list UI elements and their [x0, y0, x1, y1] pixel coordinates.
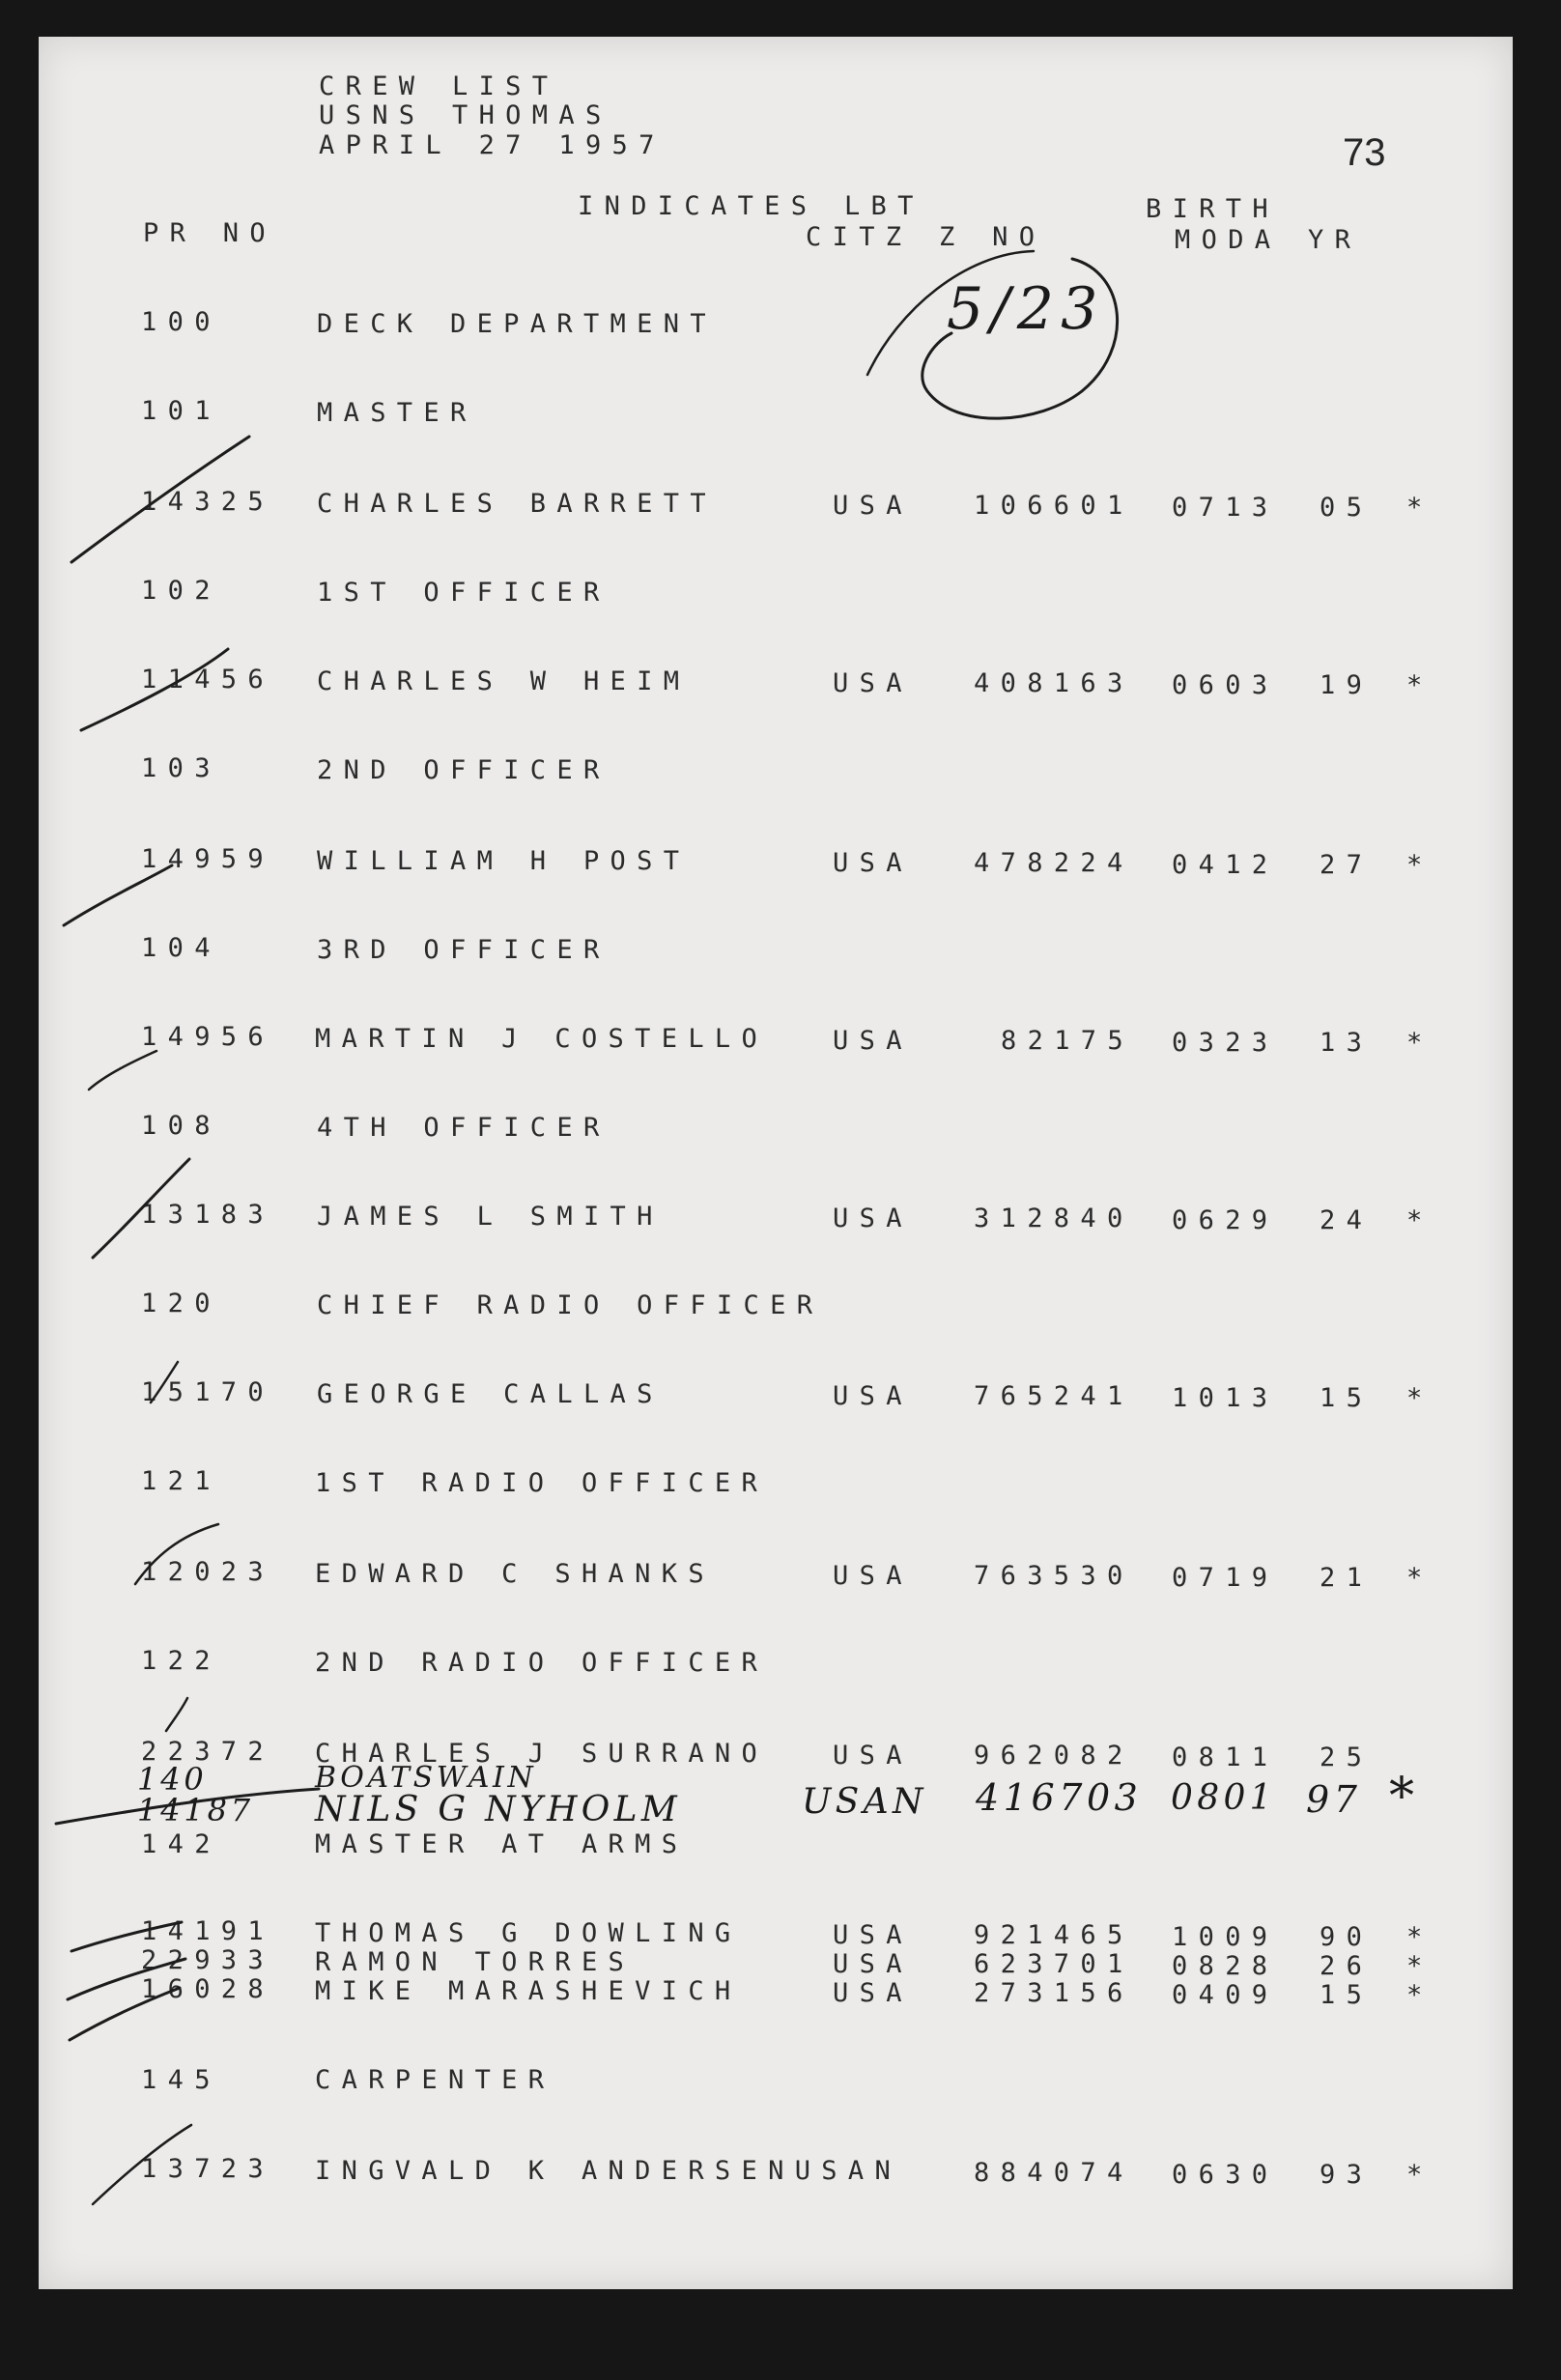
crew-birth-year: 21: [1320, 1563, 1374, 1593]
crew-z-number: 106601: [974, 491, 1134, 521]
position-title: MASTER AT ARMS: [315, 1829, 689, 1859]
crew-pr-number: 14956: [141, 1022, 274, 1052]
crew-birth-year: 15: [1320, 1980, 1374, 2010]
handwritten-lbt-indicator: *: [1389, 1768, 1421, 1826]
crew-birth-moda: 1009: [1172, 1922, 1279, 1952]
crew-z-number: 763530: [974, 1561, 1134, 1591]
crew-pr-number: 13183: [141, 1200, 274, 1230]
crew-birth-year: 27: [1320, 850, 1374, 880]
crew-citizenship: USA: [833, 1204, 913, 1233]
position-title: 4TH OFFICER: [317, 1113, 610, 1143]
crew-citizenship: USA: [833, 1026, 913, 1056]
crew-name: MARTIN J COSTELLO: [315, 1024, 769, 1054]
crew-pr-number: 14325: [141, 487, 274, 517]
crew-citizenship: USA: [833, 1949, 913, 1979]
crew-name: THOMAS G DOWLING: [315, 1918, 742, 1948]
crew-citizenship: USA: [833, 1561, 913, 1591]
crew-z-number: 962082: [974, 1741, 1134, 1771]
handwritten-position-number: 140: [137, 1761, 208, 1798]
position-title: CHIEF RADIO OFFICER: [317, 1290, 824, 1320]
crew-pr-number: 22933: [141, 1945, 274, 1975]
crew-citizenship: USA: [833, 848, 913, 878]
row-number: 108: [141, 1111, 221, 1141]
crew-birth-moda: 0719: [1172, 1563, 1279, 1593]
crew-z-number: 408163: [974, 668, 1134, 698]
position-title: MASTER: [317, 398, 477, 428]
row-number: 142: [141, 1829, 221, 1859]
crew-name: JAMES L SMITH: [317, 1202, 664, 1232]
crew-birth-year: 05: [1320, 493, 1374, 523]
crew-name: GEORGE CALLAS: [317, 1379, 664, 1409]
lbt-indicator: *: [1406, 1922, 1433, 1952]
crew-pr-number: 11456: [141, 665, 274, 694]
crew-citizenship: USA: [833, 668, 913, 698]
row-number: 101: [141, 396, 221, 426]
crew-birth-moda: 1013: [1172, 1383, 1279, 1413]
position-title: 2ND RADIO OFFICER: [315, 1648, 769, 1678]
crew-birth-year: 13: [1320, 1028, 1374, 1058]
lbt-indicator: *: [1406, 1205, 1433, 1235]
handwritten-crew-name: NILS G NYHOLM: [315, 1790, 682, 1829]
crew-z-number: 273156: [974, 1978, 1134, 2008]
list-date: APRIL 27 1957: [319, 130, 666, 160]
crew-pr-number: 12023: [141, 1557, 274, 1587]
lbt-indicator: *: [1406, 1563, 1433, 1593]
position-title: 1ST OFFICER: [317, 578, 610, 608]
crew-citizenship: USA: [833, 491, 913, 521]
row-number: 102: [141, 576, 221, 606]
position-title: 1ST RADIO OFFICER: [315, 1468, 769, 1498]
crew-birth-moda: 0629: [1172, 1205, 1279, 1235]
row-number: 103: [141, 753, 221, 783]
crew-birth-moda: 0828: [1172, 1951, 1279, 1981]
crew-citizenship: USA: [833, 1741, 913, 1771]
handwritten-pr-number: 14187: [137, 1792, 254, 1828]
header-moda-yr: MODA YR: [1175, 225, 1362, 255]
crew-birth-moda: 0409: [1172, 1980, 1279, 2010]
handwritten-birth-moda: 0801: [1171, 1778, 1276, 1818]
crew-birth-moda: 0811: [1172, 1742, 1279, 1772]
crew-birth-year: 15: [1320, 1383, 1374, 1413]
position-title: 2ND OFFICER: [317, 755, 610, 785]
ship-name: USNS THOMAS: [319, 100, 612, 130]
crew-z-number: 312840: [974, 1204, 1134, 1233]
row-number: 104: [141, 933, 221, 963]
crew-birth-moda: 0713: [1172, 493, 1279, 523]
crew-z-number: 478224: [974, 848, 1134, 878]
crew-birth-year: 25: [1320, 1742, 1374, 1772]
lbt-indicator: *: [1406, 670, 1433, 700]
crew-z-number: 82175: [1001, 1026, 1134, 1056]
handwritten-position-title: BOATSWAIN: [315, 1761, 537, 1795]
row-number: 122: [141, 1646, 221, 1676]
crew-birth-moda: 0603: [1172, 670, 1279, 700]
lbt-indicator: *: [1406, 1383, 1433, 1413]
crew-pr-number: 14191: [141, 1916, 274, 1946]
crew-birth-year: 19: [1320, 670, 1374, 700]
crew-birth-moda: 0323: [1172, 1028, 1279, 1058]
crew-name: CHARLES BARRETT: [317, 489, 717, 519]
crew-name: CHARLES W HEIM: [317, 666, 691, 696]
handwritten-citizenship: USAN: [802, 1782, 927, 1822]
crew-citizenship: USA: [833, 1381, 913, 1411]
lbt-indicator: *: [1406, 1951, 1433, 1981]
circled-annotation: 5/23: [947, 275, 1105, 343]
crew-z-number: 765241: [974, 1381, 1134, 1411]
department-heading: DECK DEPARTMENT: [317, 309, 717, 339]
crew-pr-number: 16028: [141, 1974, 274, 2004]
header-birth: BIRTH: [1146, 194, 1279, 224]
crew-z-number: 623701: [974, 1949, 1134, 1979]
crew-pr-number: 22372: [141, 1737, 274, 1767]
header-indicates-lbt: INDICATES LBT: [578, 191, 924, 221]
crew-birth-moda: 0412: [1172, 850, 1279, 880]
crew-citizenship: USA: [833, 1978, 913, 2008]
position-title: 3RD OFFICER: [317, 935, 610, 965]
crew-name: CHARLES J SURRANO: [315, 1739, 769, 1769]
position-title: CARPENTER: [315, 2065, 555, 2095]
crew-birth-year: 24: [1320, 1205, 1374, 1235]
crew-birth-year: 90: [1320, 1922, 1374, 1952]
lbt-indicator: *: [1406, 1028, 1433, 1058]
header-pr-no: PR NO: [143, 218, 276, 248]
crew-pr-number: 14959: [141, 844, 274, 874]
row-number: 120: [141, 1289, 221, 1318]
crew-citizenship: USA: [833, 1920, 913, 1950]
crew-birth-year: 93: [1320, 2160, 1374, 2190]
row-number: 145: [141, 2065, 221, 2095]
lbt-indicator: *: [1406, 850, 1433, 880]
page-number: 73: [1343, 131, 1386, 174]
lbt-indicator: *: [1406, 2160, 1433, 2190]
lbt-indicator: *: [1406, 493, 1433, 523]
crew-name: MIKE MARASHEVICH: [315, 1976, 742, 2006]
handwritten-z-number: 416703: [976, 1776, 1143, 1819]
row-number: 121: [141, 1466, 221, 1496]
crew-name: WILLIAM H POST: [317, 846, 691, 876]
crew-pr-number: 13723: [141, 2154, 274, 2184]
lbt-indicator: *: [1406, 1980, 1433, 2010]
handwritten-birth-year: 97: [1306, 1778, 1362, 1821]
crew-z-number: 884074: [974, 2158, 1134, 2188]
crew-list-title: CREW LIST: [319, 71, 559, 101]
crew-name: INGVALD K ANDERSENUSAN: [315, 2156, 902, 2186]
crew-z-number: 921465: [974, 1920, 1134, 1950]
row-number: 100: [141, 307, 221, 337]
crew-name: EDWARD C SHANKS: [315, 1559, 715, 1589]
header-citz-zno: CITZ Z NO: [806, 222, 1046, 252]
crew-pr-number: 15170: [141, 1377, 274, 1407]
crew-name: RAMON TORRES: [315, 1947, 636, 1977]
crew-birth-year: 26: [1320, 1951, 1374, 1981]
crew-birth-moda: 0630: [1172, 2160, 1279, 2190]
